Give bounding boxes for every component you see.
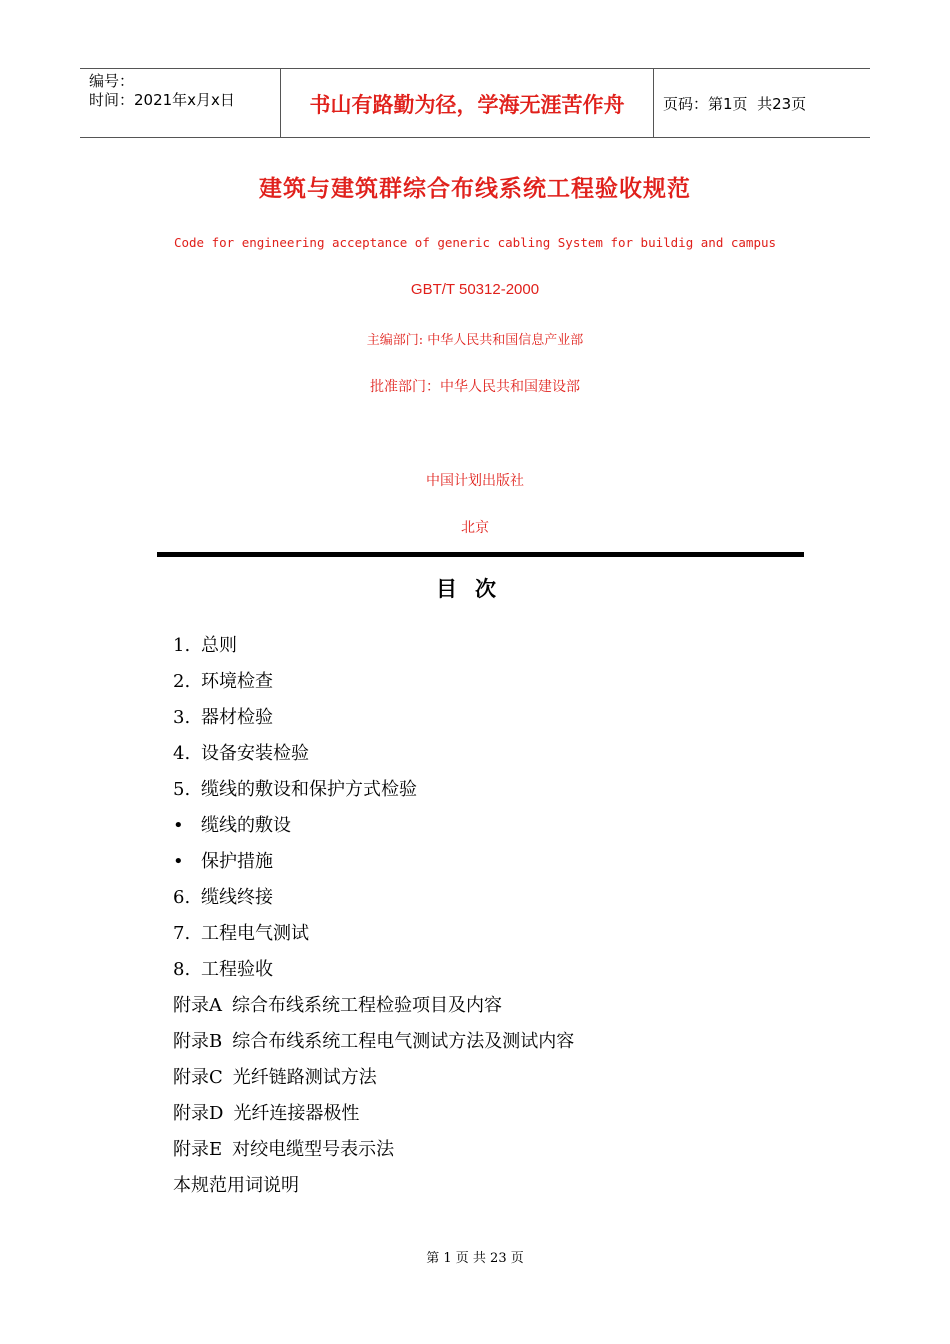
toc-item-marker: • xyxy=(173,815,184,836)
header-motto: 书山有路勤为径，学海无涯苦作舟 xyxy=(281,69,654,137)
header-page-cell xyxy=(654,69,870,137)
date-label: 时间：2021年x月x日 xyxy=(89,91,235,109)
header-meta-cell xyxy=(80,69,281,137)
toc-item[interactable] xyxy=(173,1060,574,1096)
toc-item-marker: 附录A xyxy=(173,995,222,1016)
header-page-label: 页码：第1页 共23页 xyxy=(663,94,807,113)
toc-item-label: 综合布线系统工程电气测试方法及测试内容 xyxy=(232,1031,575,1052)
toc-item-label: 工程电气测试 xyxy=(201,923,309,944)
document-title: 建筑与建筑群综合布线系统工程验收规范 xyxy=(259,175,691,202)
toc-item[interactable] xyxy=(173,772,574,808)
toc-item[interactable] xyxy=(173,844,574,880)
toc-item-marker: 4. xyxy=(173,743,191,764)
toc-item[interactable] xyxy=(173,628,574,664)
toc-item[interactable] xyxy=(173,700,574,736)
publication-city: 北京 xyxy=(461,520,489,536)
toc-item-label: 器材检验 xyxy=(201,707,273,728)
publisher: 中国计划出版社 xyxy=(426,473,524,489)
toc-item-marker: 附录E xyxy=(173,1139,223,1160)
toc-item-marker: 6. xyxy=(173,887,191,908)
chief-editor-department: 主编部门: 中华人民共和国信息产业部 xyxy=(366,333,584,348)
toc-item-label: 综合布线系统工程检验项目及内容 xyxy=(232,995,502,1016)
toc-item-marker: • xyxy=(173,851,184,872)
toc-item-label: 缆线的敷设 xyxy=(201,815,291,836)
english-title: Code for engineering acceptance of generic cabling System for buildig and campus xyxy=(173,235,777,250)
footer-page-number: 第 1 页 共 23 页 xyxy=(426,1251,524,1266)
toc-item-marker: 8. xyxy=(173,959,191,980)
toc-item-marker: 7. xyxy=(173,923,191,944)
toc-item-label: 缆线的敷设和保护方式检验 xyxy=(201,779,417,800)
serial-number-label: 编号： xyxy=(89,72,135,90)
toc-item[interactable] xyxy=(173,952,574,988)
toc-item[interactable] xyxy=(173,916,574,952)
toc-item[interactable] xyxy=(173,1132,574,1168)
toc-item-marker: 1. xyxy=(173,635,191,656)
toc-item-marker: 附录C xyxy=(173,1067,223,1088)
toc-item-marker: 2. xyxy=(173,671,191,692)
toc-heading: 目次 xyxy=(436,576,514,601)
section-divider xyxy=(157,552,804,557)
toc-item-marker: 附录B xyxy=(173,1031,223,1052)
toc-item[interactable] xyxy=(173,1024,574,1060)
toc-item[interactable] xyxy=(173,1168,574,1204)
toc-item-label: 总则 xyxy=(201,635,237,656)
toc-item-marker: 3. xyxy=(173,707,191,728)
table-of-contents xyxy=(173,628,574,1204)
toc-item-marker: 5. xyxy=(173,779,191,800)
toc-item[interactable] xyxy=(173,808,574,844)
toc-item-label: 光纤连接器极性 xyxy=(233,1103,360,1124)
toc-item-label: 环境检查 xyxy=(201,671,273,692)
toc-item-label: 光纤链路测试方法 xyxy=(232,1067,377,1088)
toc-item[interactable] xyxy=(173,1096,574,1132)
toc-item-marker: 附录D xyxy=(173,1103,224,1124)
toc-item-label: 缆线终接 xyxy=(201,887,273,908)
toc-item[interactable] xyxy=(173,736,574,772)
toc-item-label: 对绞电缆型号表示法 xyxy=(232,1139,395,1160)
toc-item[interactable] xyxy=(173,880,574,916)
toc-item-label: 保护措施 xyxy=(201,851,273,872)
standard-number: GBT/T 50312-2000 xyxy=(410,281,540,298)
toc-item-label: 设备安装检验 xyxy=(201,743,309,764)
toc-item[interactable] xyxy=(173,664,574,700)
toc-item-label: 本规范用词说明 xyxy=(173,1175,299,1196)
toc-item[interactable] xyxy=(173,988,574,1024)
toc-item-label: 工程验收 xyxy=(201,959,273,980)
page-header-table xyxy=(80,68,870,138)
page-footer xyxy=(0,1247,950,1266)
approving-department: 批准部门：中华人民共和国建设部 xyxy=(370,379,580,395)
